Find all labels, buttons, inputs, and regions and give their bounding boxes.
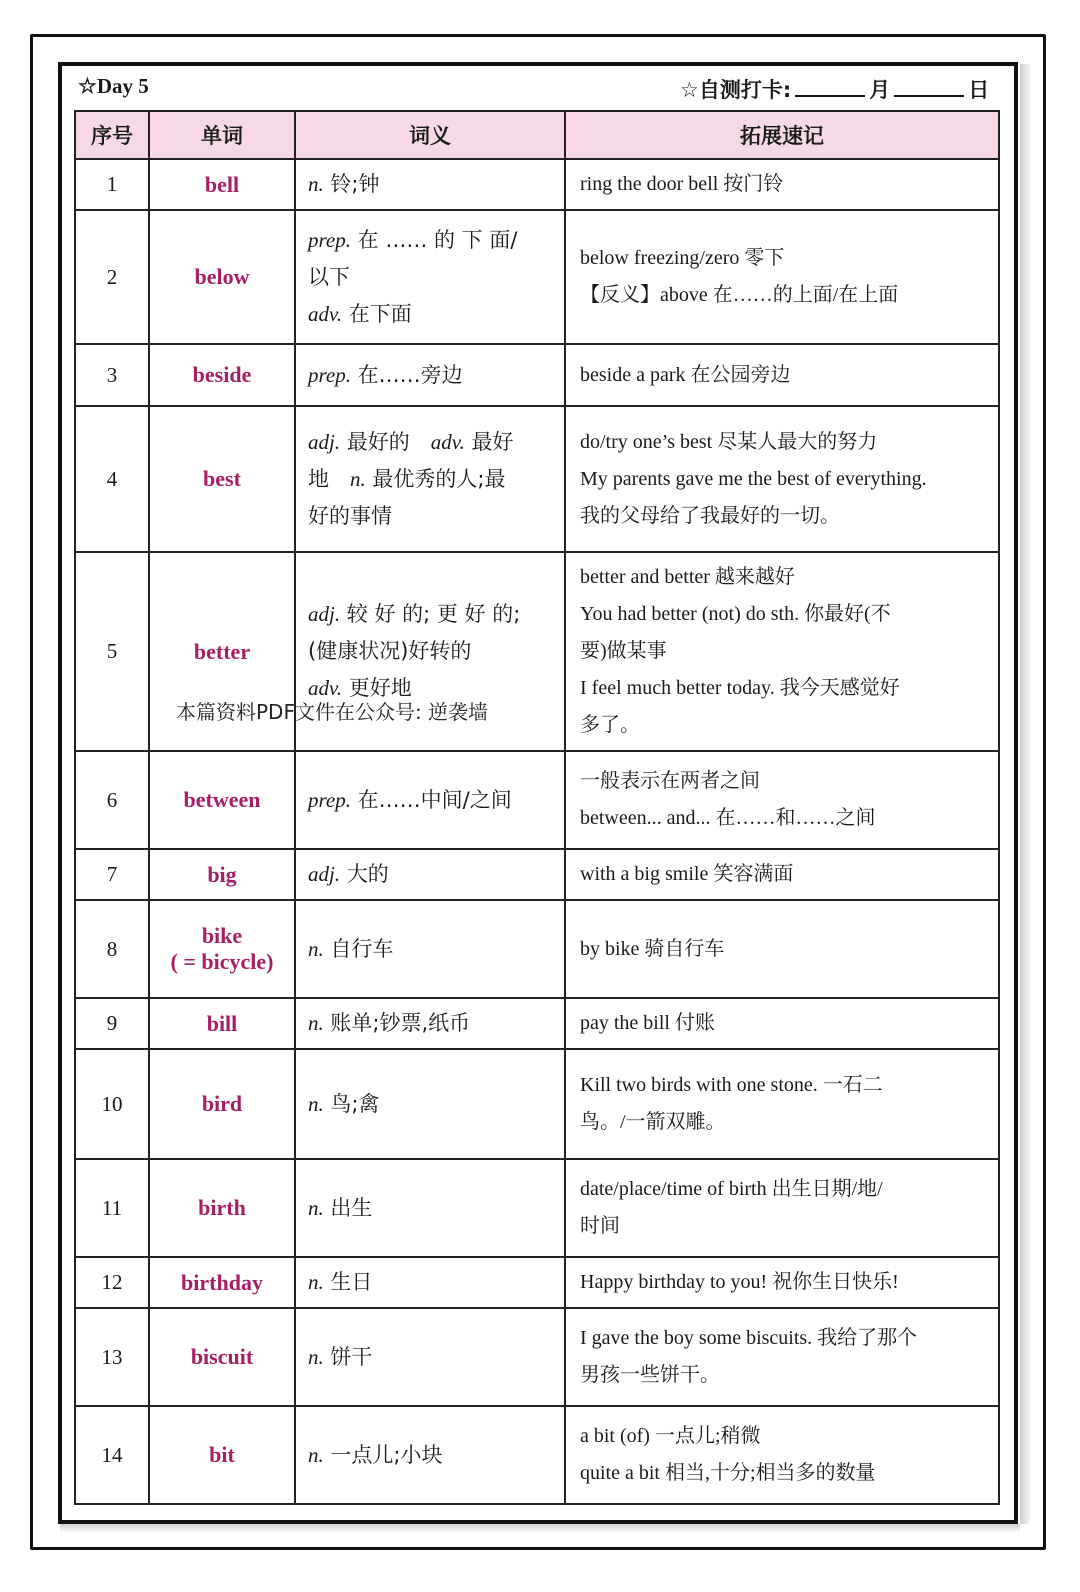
extension-line: below freezing/zero 零下 bbox=[580, 247, 785, 269]
self-test-checkin bbox=[680, 74, 989, 104]
meaning-text: 更好地 bbox=[342, 676, 412, 700]
vocab-word bbox=[149, 998, 295, 1049]
vocab-word bbox=[149, 849, 295, 900]
vocab-word-line: ( = bicycle) bbox=[170, 949, 274, 974]
vocab-word-line: bird bbox=[201, 1091, 243, 1116]
extension-line: I feel much better today. 我今天感觉好 bbox=[580, 677, 900, 699]
meaning-text: 鸟;禽 bbox=[323, 1091, 380, 1116]
meaning-text: 在下面 bbox=[342, 301, 412, 326]
extension-notes bbox=[565, 1406, 999, 1504]
table-row bbox=[75, 1049, 999, 1159]
meaning-text: 最好 bbox=[464, 429, 514, 454]
row-number: 14 bbox=[75, 1406, 149, 1504]
row-number: 5 bbox=[75, 552, 149, 751]
month-blank[interactable] bbox=[795, 77, 865, 97]
extension-line: 【反义】above 在……的上面/在上面 bbox=[580, 284, 899, 306]
meaning-line bbox=[308, 222, 552, 259]
table-row bbox=[75, 998, 999, 1049]
extension-line: You had better (not) do sth. 你最好(不 bbox=[580, 603, 891, 625]
row-number: 11 bbox=[75, 1159, 149, 1257]
vocab-word-line: bit bbox=[209, 1442, 235, 1467]
part-of-speech: n. bbox=[308, 172, 324, 196]
day-label: 日 bbox=[968, 78, 990, 102]
meaning-line bbox=[308, 461, 552, 498]
extension-line: ring the door bell 按门铃 bbox=[580, 173, 784, 195]
meaning-text: 出生 bbox=[323, 1195, 373, 1220]
vocab-word-line: beside bbox=[192, 362, 252, 387]
meaning-text: 在……中间/之间 bbox=[350, 787, 512, 812]
meaning-line bbox=[308, 259, 552, 296]
vocab-word bbox=[149, 1308, 295, 1406]
extension-notes bbox=[565, 900, 999, 998]
meaning-line bbox=[308, 1339, 552, 1376]
table-row bbox=[75, 900, 999, 998]
extension-line: date/place/time of birth 出生日期/地/ bbox=[580, 1178, 883, 1200]
part-of-speech: prep. bbox=[308, 787, 351, 812]
day-title: ☆Day 5 bbox=[78, 74, 149, 98]
vocabulary-table bbox=[74, 110, 1000, 1505]
part-of-speech: adv. bbox=[308, 301, 343, 326]
word-meaning bbox=[295, 1049, 565, 1159]
row-number: 7 bbox=[75, 849, 149, 900]
meaning-line bbox=[308, 633, 552, 670]
extension-line: Kill two birds with one stone. 一石二 bbox=[580, 1074, 883, 1096]
vocab-word-line: birth bbox=[198, 1195, 246, 1220]
part-of-speech: prep. bbox=[308, 362, 351, 387]
extension-line: My parents gave me the best of everything. bbox=[580, 467, 927, 490]
table-row bbox=[75, 1257, 999, 1308]
vocab-word bbox=[149, 1406, 295, 1504]
vocab-word bbox=[149, 1159, 295, 1257]
column-header-meaning: 词义 bbox=[295, 111, 565, 159]
vocab-word bbox=[149, 751, 295, 849]
meaning-text: 在……旁边 bbox=[350, 362, 463, 387]
part-of-speech: adj. bbox=[308, 862, 341, 886]
table-row bbox=[75, 344, 999, 406]
table-row bbox=[75, 406, 999, 552]
vocab-word-line: bill bbox=[206, 1010, 238, 1036]
table-row bbox=[75, 210, 999, 344]
column-header-number: 序号 bbox=[75, 111, 149, 159]
meaning-text: 账单;钞票,纸币 bbox=[323, 1011, 471, 1035]
watermark-text: 本篇资料PDF文件在公众号: 逆袭墙 bbox=[176, 700, 489, 724]
row-number: 10 bbox=[75, 1049, 149, 1159]
part-of-speech: n. bbox=[308, 1011, 324, 1035]
meaning-line bbox=[308, 1190, 552, 1227]
word-meaning bbox=[295, 900, 565, 998]
extension-line: pay the bill 付账 bbox=[580, 1012, 715, 1034]
extension-line: 一般表示在两者之间 bbox=[580, 770, 760, 792]
row-number: 3 bbox=[75, 344, 149, 406]
meaning-line bbox=[308, 498, 552, 535]
part-of-speech: n. bbox=[308, 1442, 324, 1467]
extension-line: with a big smile 笑容满面 bbox=[580, 863, 794, 885]
extension-line: do/try one’s best 尽某人最大的努力 bbox=[580, 430, 878, 453]
extension-line: I gave the boy some biscuits. 我给了那个 bbox=[580, 1327, 918, 1349]
vocab-word bbox=[149, 344, 295, 406]
column-header-extension: 拓展速记 bbox=[565, 111, 999, 159]
meaning-text: 在 …… 的 下 面/ bbox=[350, 227, 518, 252]
part-of-speech: n. bbox=[308, 1091, 324, 1116]
meaning-line bbox=[308, 782, 552, 819]
meaning-text: 生日 bbox=[323, 1270, 373, 1294]
table-row bbox=[75, 159, 999, 210]
extension-notes bbox=[565, 998, 999, 1049]
meaning-text: 好的事情 bbox=[308, 503, 392, 528]
checkin-label: ☆自测打卡: bbox=[680, 78, 792, 102]
meaning-text: 较 好 的; 更 好 的; bbox=[340, 602, 521, 626]
extension-notes bbox=[565, 849, 999, 900]
vocab-word-line: birthday bbox=[181, 1269, 263, 1295]
part-of-speech: adv. bbox=[409, 429, 465, 454]
extension-line: 多了。 bbox=[580, 714, 640, 736]
part-of-speech: n. bbox=[308, 936, 324, 961]
table-row bbox=[75, 849, 999, 900]
word-meaning bbox=[295, 998, 565, 1049]
extension-line: 时间 bbox=[580, 1215, 620, 1237]
word-meaning bbox=[295, 1257, 565, 1308]
meaning-line bbox=[308, 1264, 552, 1301]
word-meaning bbox=[295, 210, 565, 344]
word-meaning bbox=[295, 1308, 565, 1406]
extension-notes bbox=[565, 1308, 999, 1406]
table-row bbox=[75, 1406, 999, 1504]
word-meaning bbox=[295, 1159, 565, 1257]
table-header-row bbox=[75, 111, 999, 159]
meaning-text: 铃;钟 bbox=[323, 172, 380, 196]
meaning-text: 一点儿;小块 bbox=[323, 1442, 443, 1467]
part-of-speech: prep. bbox=[308, 227, 351, 252]
word-meaning bbox=[295, 849, 565, 900]
meaning-text: (健康状况)好转的 bbox=[308, 639, 472, 663]
vocab-word-line: between bbox=[183, 787, 261, 812]
extension-line: 鸟。/一箭双雕。 bbox=[580, 1111, 726, 1133]
extension-notes bbox=[565, 1049, 999, 1159]
row-number: 2 bbox=[75, 210, 149, 344]
row-number: 4 bbox=[75, 406, 149, 552]
meaning-line bbox=[308, 1437, 552, 1474]
extension-line: by bike 骑自行车 bbox=[580, 937, 725, 960]
extension-line: beside a park 在公园旁边 bbox=[580, 363, 791, 386]
meaning-line bbox=[308, 931, 552, 968]
meaning-line bbox=[308, 296, 552, 333]
meaning-line bbox=[308, 1005, 552, 1042]
part-of-speech: adv. bbox=[308, 676, 343, 700]
vocab-word bbox=[149, 1257, 295, 1308]
meaning-text: 饼干 bbox=[323, 1344, 373, 1369]
extension-notes bbox=[565, 751, 999, 849]
meaning-line bbox=[308, 856, 552, 893]
word-meaning bbox=[295, 406, 565, 552]
meaning-text: 大的 bbox=[340, 862, 389, 886]
word-meaning bbox=[295, 159, 565, 210]
meaning-line bbox=[308, 166, 552, 203]
extension-line: between... and... 在……和……之间 bbox=[580, 807, 876, 829]
word-meaning bbox=[295, 344, 565, 406]
vocab-word-line: bell bbox=[204, 171, 240, 197]
meaning-line bbox=[308, 424, 552, 461]
extension-notes bbox=[565, 1159, 999, 1257]
part-of-speech: adj. bbox=[308, 602, 341, 626]
extension-line: a bit (of) 一点儿;稍微 bbox=[580, 1425, 761, 1447]
extension-line: quite a bit 相当,十分;相当多的数量 bbox=[580, 1462, 876, 1484]
part-of-speech: n. bbox=[350, 466, 366, 491]
vocab-word bbox=[149, 210, 295, 344]
extension-line: 我的父母给了我最好的一切。 bbox=[580, 504, 840, 527]
extension-line: better and better 越来越好 bbox=[580, 566, 795, 588]
table-row bbox=[75, 1308, 999, 1406]
word-meaning bbox=[295, 1406, 565, 1504]
extension-notes bbox=[565, 1257, 999, 1308]
meaning-text: 最优秀的人;最 bbox=[365, 466, 506, 491]
meaning-line bbox=[308, 596, 552, 633]
month-label: 月 bbox=[869, 78, 891, 102]
day-blank[interactable] bbox=[894, 77, 964, 97]
word-meaning bbox=[295, 751, 565, 849]
frame-shadow-bottom bbox=[60, 1524, 1020, 1532]
vocab-word-line: bike bbox=[201, 923, 243, 948]
vocab-word bbox=[149, 159, 295, 210]
meaning-text: 地 bbox=[308, 466, 350, 491]
extension-notes bbox=[565, 552, 999, 751]
extension-notes bbox=[565, 210, 999, 344]
meaning-text: 最好的 bbox=[340, 429, 410, 454]
vocab-word-line: better bbox=[193, 638, 251, 664]
table-row bbox=[75, 1159, 999, 1257]
extension-line: 要)做某事 bbox=[580, 640, 667, 662]
extension-notes bbox=[565, 406, 999, 552]
vocab-word-line: below bbox=[194, 264, 250, 289]
part-of-speech: n. bbox=[308, 1195, 324, 1220]
vocab-word bbox=[149, 406, 295, 552]
vocab-word bbox=[149, 1049, 295, 1159]
table-row bbox=[75, 751, 999, 849]
part-of-speech: adj. bbox=[308, 429, 341, 454]
vocab-word-line: big bbox=[207, 861, 237, 887]
extension-notes bbox=[565, 159, 999, 210]
part-of-speech: n. bbox=[308, 1344, 324, 1369]
meaning-text: 以下 bbox=[308, 264, 350, 289]
meaning-line bbox=[308, 357, 552, 394]
extension-line: 男孩一些饼干。 bbox=[580, 1364, 720, 1386]
row-number: 8 bbox=[75, 900, 149, 998]
meaning-line bbox=[308, 1086, 552, 1123]
row-number: 13 bbox=[75, 1308, 149, 1406]
row-number: 1 bbox=[75, 159, 149, 210]
column-header-word: 单词 bbox=[149, 111, 295, 159]
extension-line: Happy birthday to you! 祝你生日快乐! bbox=[580, 1271, 899, 1293]
vocab-word-line: best bbox=[203, 466, 241, 491]
meaning-text: 自行车 bbox=[323, 936, 394, 961]
frame-shadow-right bbox=[1020, 64, 1030, 1524]
vocab-word-line: biscuit bbox=[190, 1344, 254, 1369]
part-of-speech: n. bbox=[308, 1270, 324, 1294]
row-number: 6 bbox=[75, 751, 149, 849]
row-number: 9 bbox=[75, 998, 149, 1049]
vocab-word bbox=[149, 900, 295, 998]
extension-notes bbox=[565, 344, 999, 406]
row-number: 12 bbox=[75, 1257, 149, 1308]
